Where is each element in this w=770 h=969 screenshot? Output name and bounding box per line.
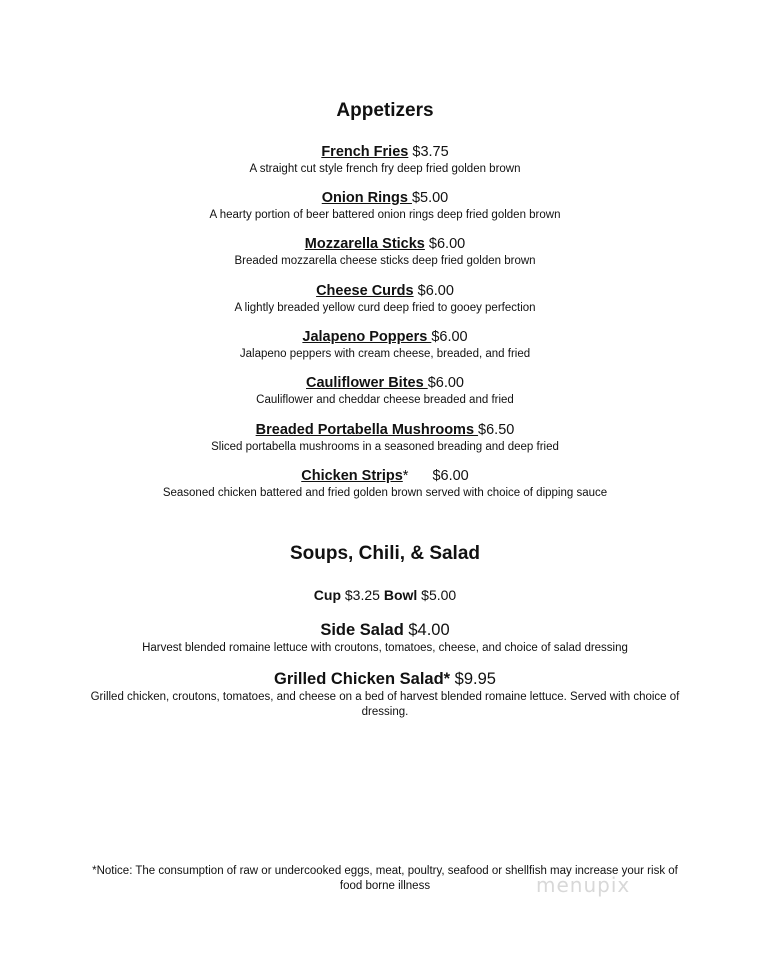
item-name: Side Salad: [320, 621, 404, 639]
item-price: $4.00: [408, 621, 450, 639]
bowl-label: Bowl: [383, 587, 418, 603]
menu-item-onion-rings: [0, 190, 770, 223]
cup-label: Cup: [313, 587, 341, 603]
item-price: $6.00: [417, 283, 454, 299]
item-description: Sliced portabella mushrooms in a seasoned breading and deep fried: [211, 441, 559, 453]
cup-bowl-prices: [0, 587, 770, 603]
menu-item-grilled-chicken-salad: [0, 670, 770, 720]
menu-item-chicken-strips: [0, 468, 770, 501]
item-description: Breaded mozzarella cheese sticks deep fried golden brown: [234, 255, 536, 267]
menu-item-french-fries: [0, 144, 770, 177]
item-description: Jalapeno peppers with cream cheese, breaded, and fried: [239, 348, 531, 360]
item-price: $6.00: [428, 236, 466, 252]
item-description: Cauliflower and cheddar cheese breaded and fried: [256, 394, 514, 406]
menu-item-side-salad: [0, 621, 770, 656]
item-description: Grilled chicken, croutons, tomatoes, and cheese on a bed of harvest blended romaine lettuce. Served with choice of dressing.: [90, 691, 680, 718]
item-price: $5.00: [411, 190, 449, 206]
item-mark: *: [402, 468, 409, 484]
menu-item-portabella-mushrooms: [0, 422, 770, 455]
item-description: A hearty portion of beer battered onion rings deep fried golden brown: [209, 209, 561, 221]
menu-item-cauliflower-bites: [0, 375, 770, 408]
food-safety-notice: *Notice: The consumption of raw or undercooked eggs, meat, poultry, seafood or shellfish may increase your risk of food borne illness: [92, 865, 678, 892]
item-price: $6.00: [431, 329, 468, 345]
item-price: $9.95: [454, 670, 496, 688]
menu-item-cheese-curds: [0, 283, 770, 316]
appetizers-title: Appetizers: [336, 100, 434, 121]
menu-item-mozzarella-sticks: [0, 236, 770, 269]
item-price: $6.00: [432, 468, 469, 484]
item-name: Cheese Curds: [316, 283, 414, 299]
item-name: Breaded Portabella Mushrooms: [255, 422, 479, 438]
item-price: $6.50: [478, 422, 515, 438]
soups-title: Soups, Chili, & Salad: [289, 543, 481, 564]
item-description: A lightly breaded yellow curd deep fried to gooey perfection: [234, 302, 536, 314]
bowl-price: $5.00: [421, 587, 457, 603]
cup-price: $3.25: [344, 587, 380, 603]
item-price: $6.00: [427, 375, 464, 391]
item-name: Onion Rings: [321, 190, 412, 206]
item-name: Jalapeno Poppers: [302, 329, 432, 345]
item-name: Chicken Strips: [301, 468, 403, 484]
menupix-watermark: menupix: [536, 873, 631, 897]
item-name: Mozzarella Sticks: [304, 236, 425, 252]
item-name: Cauliflower Bites: [306, 375, 428, 391]
item-description: Seasoned chicken battered and fried golden brown served with choice of dipping sauce: [162, 487, 608, 499]
menu-item-jalapeno-poppers: [0, 329, 770, 362]
item-description: A straight cut style french fry deep fried golden brown: [249, 163, 521, 175]
item-price: $3.75: [412, 144, 449, 160]
item-name: French Fries: [321, 144, 409, 160]
item-description: Harvest blended romaine lettuce with croutons, tomatoes, cheese, and choice of salad dressing: [142, 642, 628, 654]
item-name: Grilled Chicken Salad*: [274, 670, 451, 688]
